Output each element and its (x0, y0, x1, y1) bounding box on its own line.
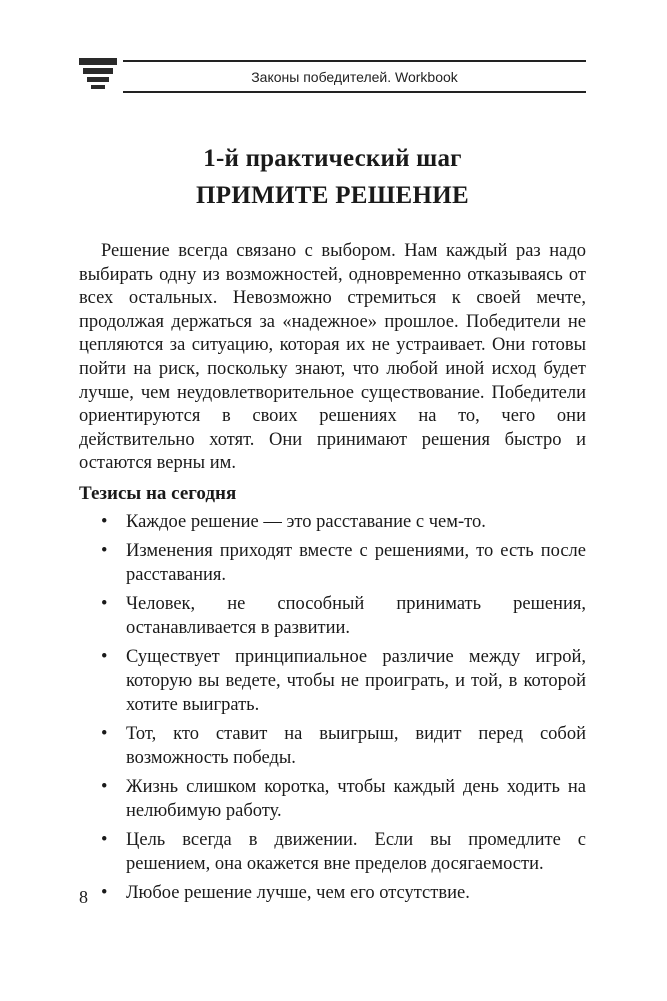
bullet-icon: • (101, 883, 108, 903)
body-text (79, 240, 586, 476)
header-title-box (123, 60, 586, 93)
bullet-icon: • (101, 777, 108, 797)
bullet-icon: • (101, 512, 108, 532)
list-item-text: Человек, не способный принимать решения, останавливается в развитии. (126, 594, 586, 638)
bullet-icon: • (101, 724, 108, 744)
theses-heading: Тезисы на сегодня (79, 483, 237, 504)
page-number: 8 (79, 887, 88, 907)
bullet-icon: • (101, 541, 108, 561)
list-item-text: Каждое решение — это расставание с чем-то. (126, 512, 486, 532)
list-item (79, 510, 586, 534)
theses-list (79, 510, 586, 910)
list-item-text: Цель всегда в движении. Если вы промедлите с решением, она окажется вне пределов досягаемости. (126, 830, 586, 874)
list-item-text: Жизнь слишком коротка, чтобы каждый день ходить на нелюбимую работу. (126, 777, 586, 821)
list-item (79, 539, 586, 587)
list-item (79, 881, 586, 905)
list-item (79, 722, 586, 770)
book-title: Законы победителей. Workbook (251, 68, 458, 85)
list-item-text: Любое решение лучше, чем его отсутствие. (126, 883, 470, 903)
list-item (79, 828, 586, 876)
running-header (79, 50, 586, 100)
chapter-step: 1-й практический шаг (203, 145, 462, 172)
list-item (79, 645, 586, 717)
list-item-text: Изменения приходят вместе с решениями, то есть после расставания. (126, 541, 586, 585)
intro-paragraph: Решение всегда связано с выбором. Нам каждый раз надо выбирать одну из возможностей, одновременно отказываясь от всех остальных. Невозможно стремиться к своей мечте, продолжая держаться за «надежное» прошлое. Победители не цепляются за ситуацию, которая их не устраивает. Они готовы пойти на риск, поскольку знают, что любой иной исход будет лучше, чем неудовлетворительное существование. Победители ориентируются в своих решениях на то, чего они действительно хотят. Они принимают решения быстро и остаются верны им. (79, 241, 586, 474)
bullet-icon: • (101, 647, 108, 667)
list-item (79, 592, 586, 640)
list-item (79, 775, 586, 823)
list-item-text: Существует принципиальное различие между игрой, которую вы ведете, чтобы не проиграть, и той, в которой хотите выиграть. (126, 647, 586, 715)
chapter-title: ПРИМИТЕ РЕШЕНИЕ (196, 182, 469, 209)
stacked-bars-logo-icon (79, 58, 117, 90)
list-item-text: Тот, кто ставит на выигрыш, видит перед собой возможность победы. (126, 724, 586, 768)
bullet-icon: • (101, 594, 108, 614)
bullet-icon: • (101, 830, 108, 850)
